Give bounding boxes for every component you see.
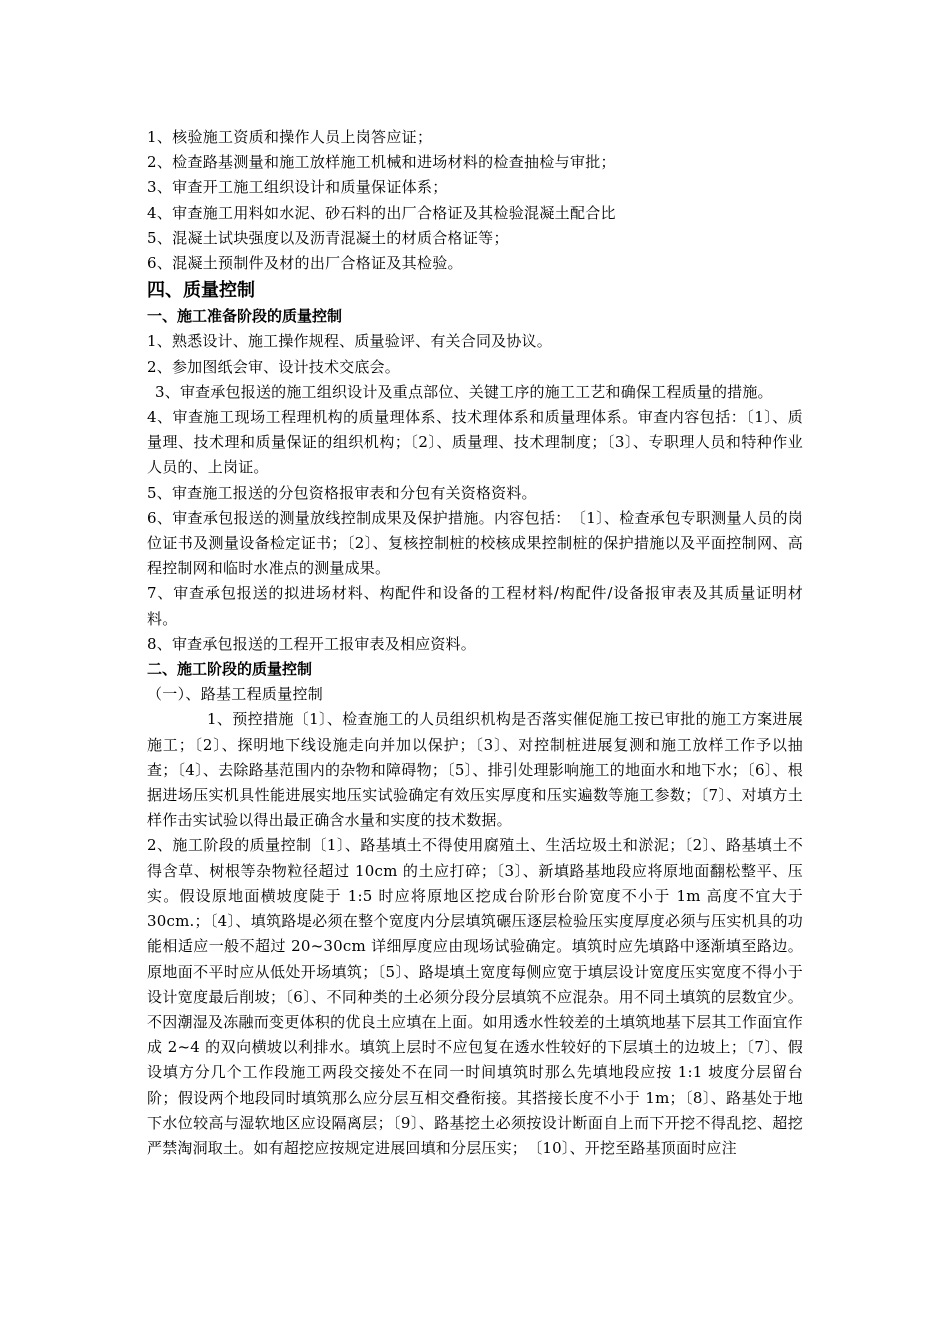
intro-list xyxy=(147,125,803,276)
subheading-roadbed: （一）、路基工程质量控制 xyxy=(147,685,324,704)
list-item: 4、审查施工用料如水泥、砂石料的出厂合格证及其检验混凝土配合比 xyxy=(147,203,616,222)
list-item: 2、参加图纸会审、设计技术交底会。 xyxy=(147,357,400,376)
list-item: 5、混凝土试块强度以及沥青混凝土的材质合格证等； xyxy=(147,228,509,247)
paragraph-construction-control: 2、施工阶段的质量控制〔1〕、路基填土不得使用腐殖土、生活垃圾土和淤泥；〔2〕、路基填土不得含草、树根等杂物粒径超过 10cm 的土应打碎；〔3〕、新填路基地段应将原地面翻松整平、压实。假设原地面横坡度陡于 1:5 时应将原地区挖成台阶形台阶宽度不小于 1m 高度不宜大于 30cm.；〔4〕、填筑路堤必须在整个宽度内分层填筑碾压逐层检验压实度厚度必须与压实机具的功能相适应一般不超过 20~30cm 详细厚度应由现场试验确定。填筑时应先填路中逐渐填至路边。原地面不平时应从低处开场填筑；〔5〕、路堤填土宽度每侧应宽于填层设计宽度压实宽度不得小于设计宽度最后削坡；〔6〕、不同种类的土必须分段分层填筑不应混杂。用不同土填筑的层数宜少。不因潮湿及冻融而变更体积的优良土应填在上面。如用透水性较差的土填筑地基下层其工作面宜作成 2~4 的双向横坡以利排水。填筑上层时不应包复在透水性较好的下层填土的边坡上；〔7〕、假设填方分几个工作段施工两段交接处不在同一时间填筑时那么先填地段应按 1:1 坡度分层留台阶；假设两个地段同时填筑那么应分层互相交叠衔接。其搭接长度不小于 1m；〔8〕、路基处于地下水位较高与湿软地区应设隔离层；〔9〕、路基挖土必须按设计断面自上而下开挖不得乱挖、超挖严禁淘洞取土。如有超挖应按规定进展回填和分层压实； 〔10〕、开挖至路基顶面时应注 xyxy=(147,836,803,1157)
list-item: 4、审查施工现场工程理机构的质量理体系、技术理体系和质量理体系。审查内容包括：〔1〕、质量理、技术理和质量保证的组织机构；〔2〕、质量理、技术理制度；〔3〕、专职理人员和特种作业人员的、上岗证。 xyxy=(147,408,803,477)
list-item: 6、混凝土预制件及材的出厂合格证及其检验。 xyxy=(147,254,463,273)
paragraph-precontrol: 1、预控措施〔1〕、检查施工的人员组织机构是否落实催促施工按已审批的施工方案进展施工；〔2〕、探明地下线设施走向并加以保护；〔3〕、对控制桩进展复测和施工放样工作予以抽查；〔4〕、去除路基范围内的杂物和障碍物；〔5〕、排引处理影响施工的地面水和地下水；〔6〕、根据进场压实机具性能进展实地压实试验确定有效压实厚度和压实遍数等施工参数；〔7〕、对填方土样作击实试验以得出最正确含水量和实度的技术数据。 xyxy=(147,710,803,830)
list-item: 3、审查开工施工组织设计和质量保证体系； xyxy=(147,178,448,197)
list-item: 7、审查承包报送的拟进场材料、构配件和设备的工程材料/构配件/设备报审表及其质量证明材料。 xyxy=(147,584,803,628)
list-item: 1、核验施工资质和操作人员上岗答应证； xyxy=(147,128,433,146)
list-item: 3、审查承包报送的施工组织设计及重点部位、关键工序的施工工艺和确保工程质量的措施。 xyxy=(155,382,773,401)
list-item: 1、熟悉设计、施工操作规程、质量验评、有关合同及协议。 xyxy=(147,332,552,351)
list-item: 8、审查承包报送的工程开工报审表及相应资料。 xyxy=(147,634,476,653)
list-item: 6、审查承包报送的测量放线控制成果及保护措施。内容包括： 〔1〕、检查承包专职测量人员的岗位证书及测量设备检定证书；〔2〕、复核控制桩的校核成果控制桩的保护措施以及平面控制网、高程控制网和临时水准点的测量成果。 xyxy=(147,508,803,578)
subsection-heading-construction: 二、施工阶段的质量控制 xyxy=(147,660,313,679)
prep-list xyxy=(147,329,803,657)
subsection-heading-prep: 一、施工准备阶段的质量控制 xyxy=(147,307,343,326)
section-heading-quality-control: 四、质量控制 xyxy=(147,280,255,302)
list-item: 5、审查施工报送的分包资格报审表和分包有关资格资料。 xyxy=(147,483,537,502)
list-item: 2、检查路基测量和施工放样施工机械和进场材料的检查抽检与审批； xyxy=(147,153,616,172)
